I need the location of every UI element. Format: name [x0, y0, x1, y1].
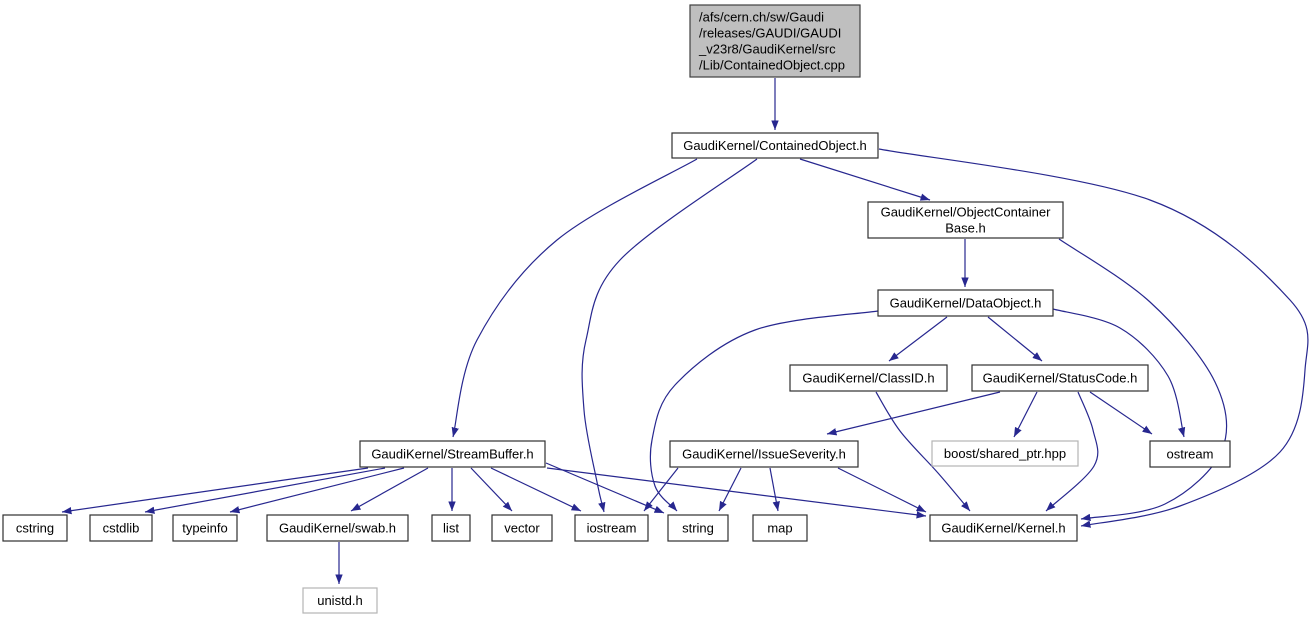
- node-cpp: [690, 5, 860, 77]
- node-unistd: [303, 588, 377, 613]
- node-containedobject[interactable]: [672, 133, 878, 158]
- node-streambuffer-label: GaudiKernel/StreamBuffer.h: [371, 446, 534, 462]
- node-list: [432, 515, 470, 541]
- node-vector: [492, 515, 552, 541]
- node-objectcontainerbase[interactable]: [868, 202, 1063, 238]
- node-typeinfo-label: typeinfo: [182, 520, 228, 536]
- node-kernel-label: GaudiKernel/Kernel.h: [941, 520, 1066, 536]
- edge-streambuffer-to-cstring: [62, 468, 368, 512]
- node-streambuffer[interactable]: [360, 441, 545, 467]
- node-string: [668, 515, 728, 541]
- node-issueseverity[interactable]: [670, 441, 858, 467]
- edge-dataobject-to-classid: [889, 317, 947, 361]
- node-containedobject-label: GaudiKernel/ContainedObject.h: [683, 138, 867, 153]
- node-map-label: map: [767, 520, 793, 536]
- node-classid-label: GaudiKernel/ClassID.h: [802, 370, 935, 386]
- node-cstdlib-label: cstdlib: [102, 520, 140, 536]
- node-iostream-label: iostream: [586, 520, 637, 536]
- edge-statuscode-to-issueseverity: [827, 392, 1000, 434]
- node-cstring: [3, 515, 67, 541]
- node-ostream: [1150, 441, 1230, 467]
- edge-dataobject-to-string: [650, 311, 878, 511]
- edge-statuscode-to-boost_shared_ptr: [1014, 392, 1037, 437]
- node-issueseverity-label: GaudiKernel/IssueSeverity.h: [682, 446, 846, 462]
- edge-streambuffer-to-swab: [351, 468, 428, 511]
- node-map: [753, 515, 807, 541]
- edge-issueseverity-to-kernel: [838, 468, 926, 512]
- node-string-label: string: [682, 520, 714, 536]
- node-dataobject[interactable]: [878, 290, 1053, 316]
- node-cpp-label: /afs/cern.ch/sw/Gaudi /releases/GAUDI/GAUDI _v23r8/GaudiKernel/src /Lib/ContainedObject.cpp: [699, 9, 845, 73]
- node-iostream: [575, 515, 648, 541]
- nodes-layer: [3, 5, 1230, 613]
- node-statuscode[interactable]: [972, 365, 1148, 391]
- edge-containedobject-to-streambuffer: [453, 159, 697, 437]
- edge-dataobject-to-statuscode: [988, 317, 1042, 361]
- edge-containedobject-to-objectcontainerbase: [800, 159, 930, 200]
- node-dataobject-label: GaudiKernel/DataObject.h: [889, 295, 1042, 311]
- node-swab-label: GaudiKernel/swab.h: [278, 520, 397, 536]
- node-boost_shared_ptr: [932, 441, 1078, 466]
- node-kernel[interactable]: [930, 515, 1077, 541]
- node-statuscode-label: GaudiKernel/StatusCode.h: [982, 370, 1138, 386]
- node-vector-label: vector: [504, 520, 540, 536]
- edge-streambuffer-to-typeinfo: [230, 468, 404, 512]
- node-objectcontainerbase-label: GaudiKernel/ObjectContainer Base.h: [880, 204, 1051, 236]
- edge-streambuffer-to-kernel: [547, 468, 926, 516]
- node-typeinfo: [173, 515, 237, 541]
- node-ostream-label: ostream: [1166, 446, 1214, 462]
- edge-issueseverity-to-map: [770, 468, 778, 511]
- node-cstdlib: [90, 515, 152, 541]
- node-classid[interactable]: [790, 365, 947, 391]
- edge-streambuffer-to-cstdlib: [145, 468, 385, 512]
- node-list-label: list: [443, 520, 459, 536]
- node-unistd-label: unistd.h: [317, 593, 363, 608]
- edge-streambuffer-to-iostream: [491, 468, 581, 511]
- node-boost_shared_ptr-label: boost/shared_ptr.hpp: [943, 446, 1067, 461]
- node-cstring-label: cstring: [15, 520, 55, 536]
- edge-issueseverity-to-iostream: [644, 468, 678, 511]
- edge-statuscode-to-ostream: [1090, 392, 1152, 434]
- node-swab[interactable]: [267, 515, 408, 541]
- edge-issueseverity-to-string: [719, 468, 741, 511]
